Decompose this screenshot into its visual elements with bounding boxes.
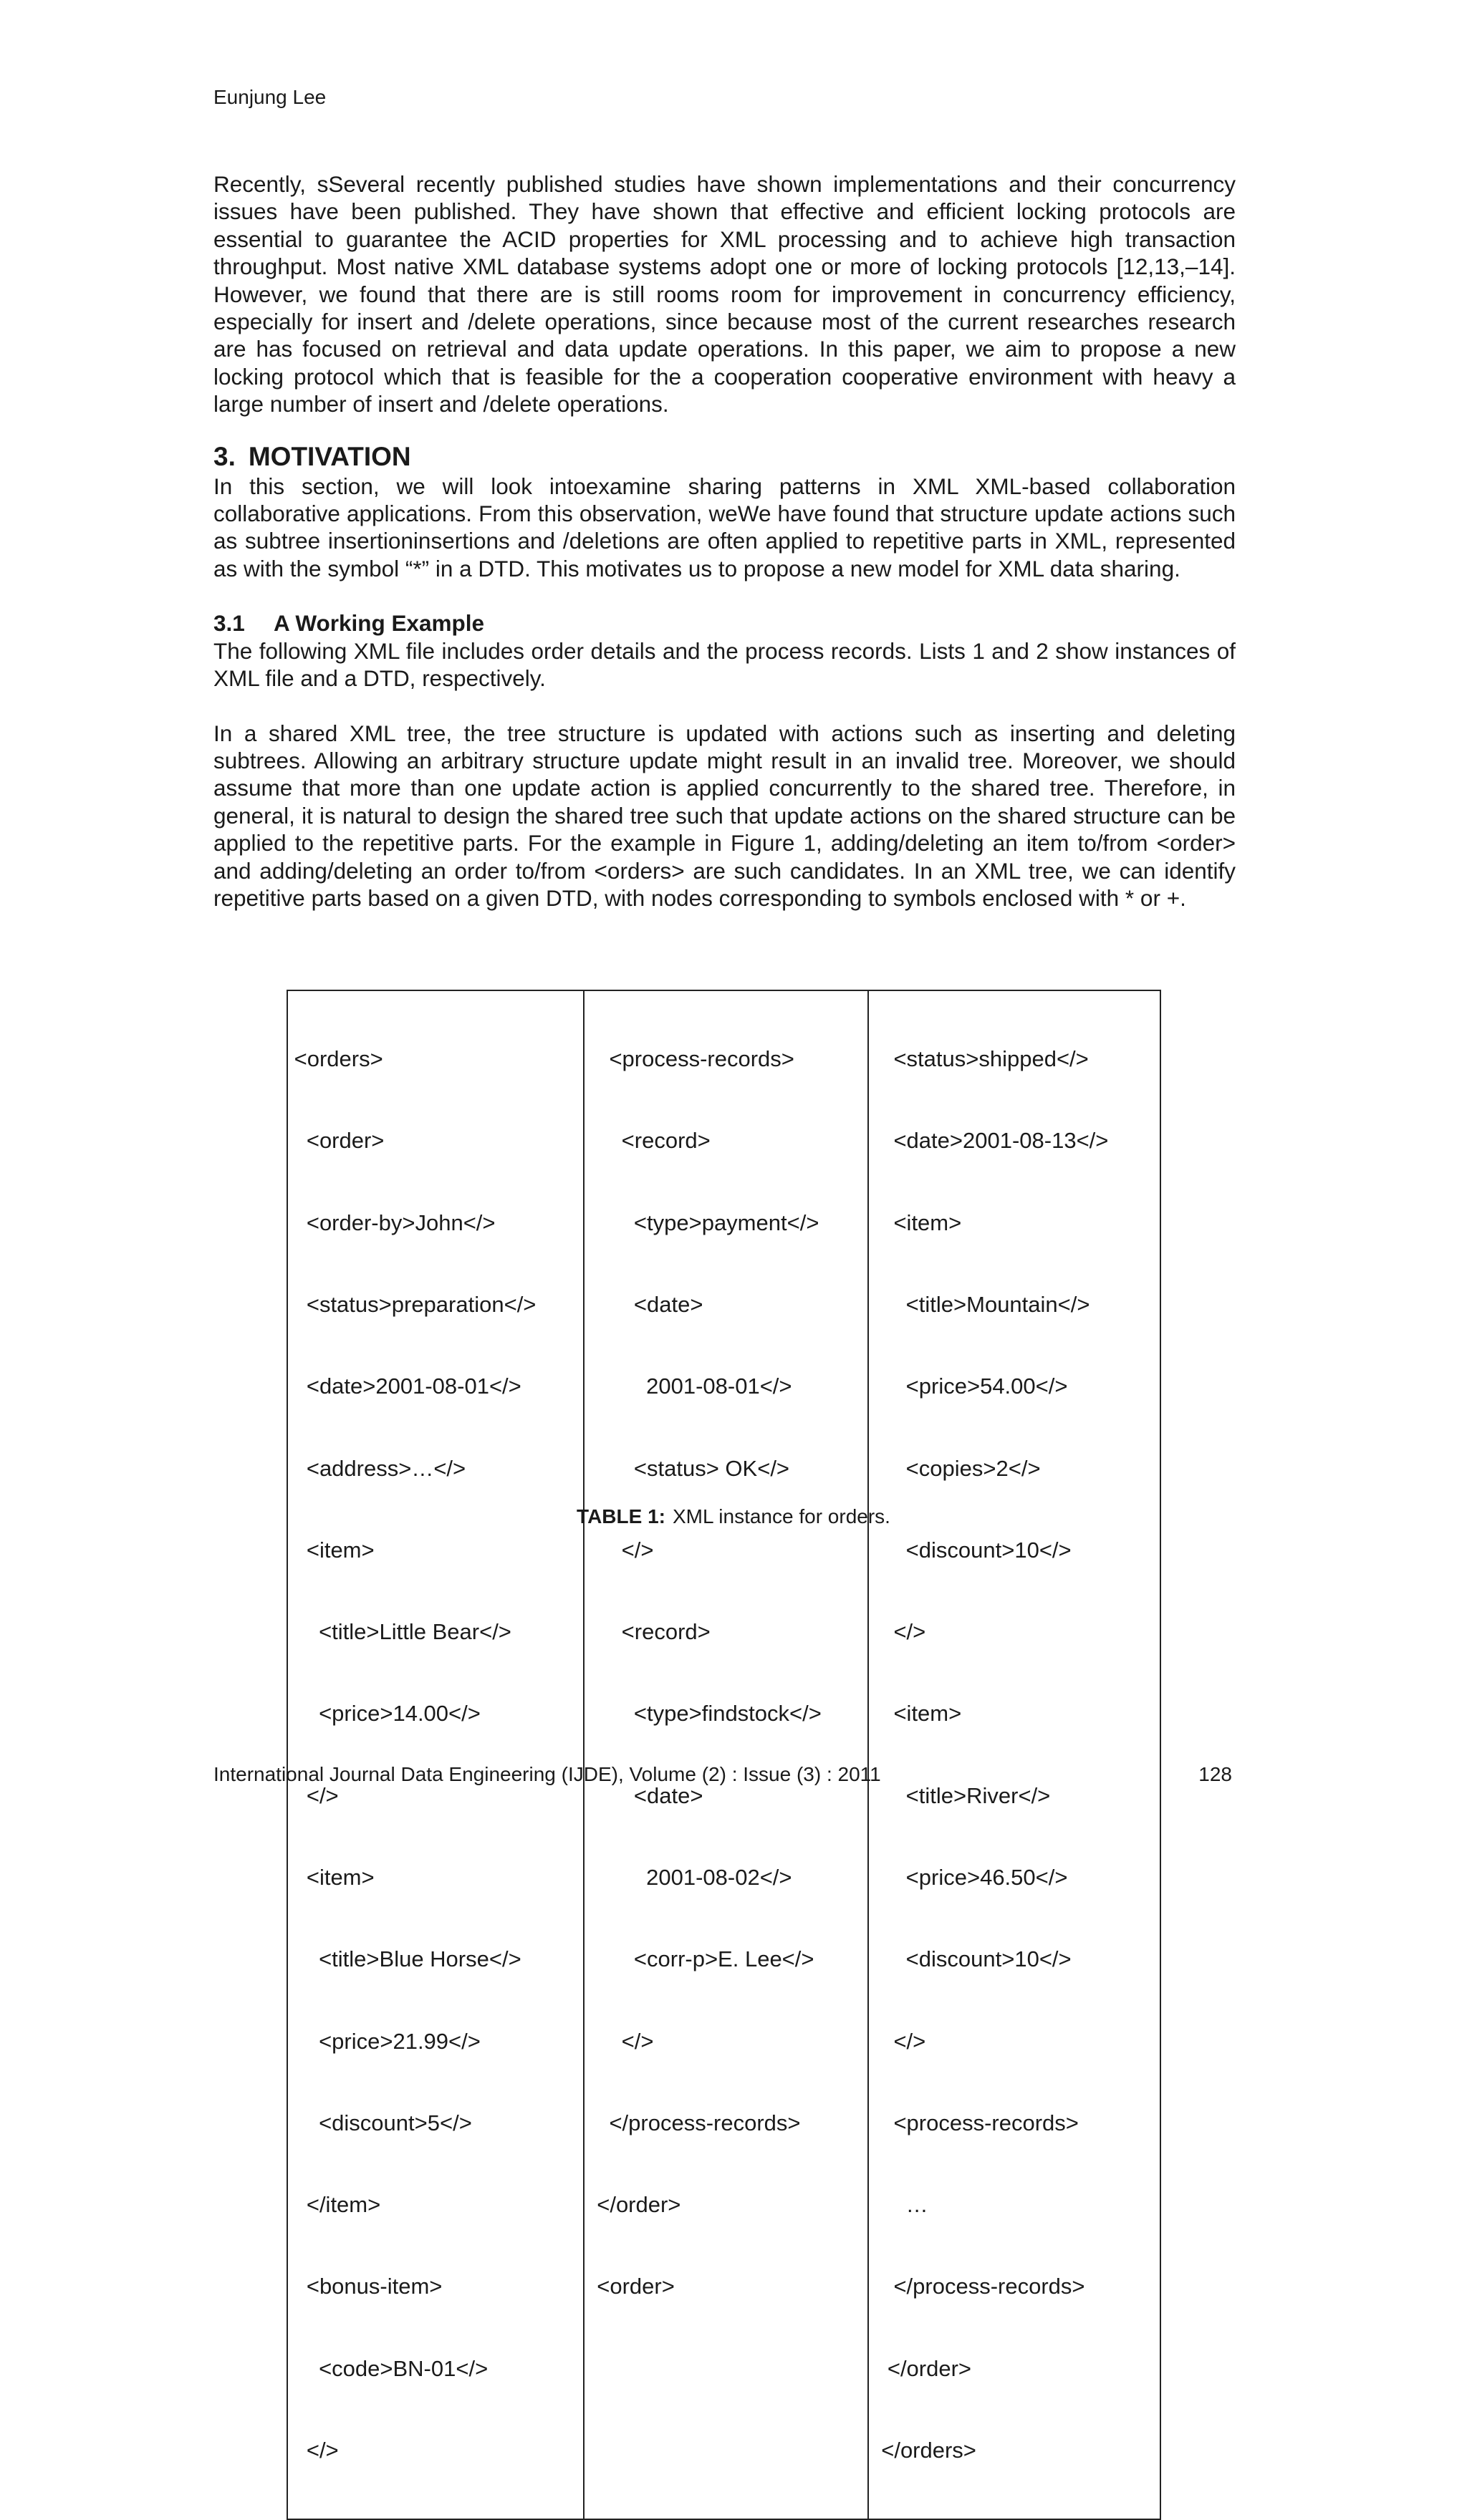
- subsection-title: A Working Example: [274, 610, 485, 637]
- code-line: </order>: [585, 2192, 681, 2218]
- xml-instance-table: [287, 990, 1161, 2520]
- code-line: <corr-p>E. Lee</>: [585, 1946, 814, 1972]
- footer-page-number: 128: [1198, 1763, 1232, 1785]
- code-line: <orders>: [288, 1046, 383, 1072]
- paragraph-intro: Recently, sSeveral recently published studies have shown implementations and their concurrency issues have been published. They have shown that effective and efficient locking protocols are essential to guarantee the ACID properties for XML processing and to achieve high transaction throughput. Most native XML database systems adopt one or more of locking protocols [12,13,–14]. However, we found that there are is still rooms room for improvement in concurrency efficiency, especially for insert and /delete operations, since because most of the current researches research are has focused on retrieval and data update operations. In this paper, we aim to propose a new locking protocol which that is feasible for the a cooperation cooperative environment with heavy a large number of insert and /delete operations.: [213, 171, 1236, 417]
- code-line: <order>: [288, 1128, 385, 1154]
- code-line: <title>Little Bear</>: [288, 1619, 511, 1645]
- code-line: <order>: [585, 2274, 675, 2299]
- code-line: </>: [869, 2028, 926, 2054]
- code-line: <item>: [288, 1537, 375, 1563]
- running-header-author: Eunjung Lee: [213, 86, 327, 108]
- code-line: <process-records>: [585, 1046, 794, 1072]
- paragraph-motivation: In this section, we will look intoexamine sharing patterns in XML XML-based collaboration collaborative applications. From this observation, weWe have found that structure update actions such as subtree insertioninsertions and /deletions are often applied to repetitive parts in XML, represented as with the symbol “*” in a DTD. This motivates us to propose a new model for XML data sharing.: [213, 473, 1236, 581]
- code-line: </>: [288, 1782, 339, 1808]
- code-line: <item>: [869, 1210, 962, 1235]
- code-line: <title>Mountain</>: [869, 1292, 1090, 1318]
- code-line: </item>: [288, 2192, 381, 2218]
- code-line: …: [869, 2192, 928, 2218]
- code-line: <price>46.50</>: [869, 1865, 1068, 1890]
- code-line: </>: [585, 2028, 654, 2054]
- code-line: </>: [585, 1537, 654, 1563]
- code-line: <code>BN-01</>: [288, 2355, 489, 2381]
- code-line: <record>: [585, 1619, 711, 1645]
- table-column-2: [584, 990, 868, 2519]
- code-line: <status>preparation</>: [288, 1292, 537, 1318]
- table-caption-text: XML instance for orders.: [672, 1505, 890, 1527]
- code-line: <record>: [585, 1128, 711, 1154]
- code-line: <title>River</>: [869, 1782, 1051, 1808]
- code-line: </>: [288, 2437, 339, 2463]
- code-line: <address>…</>: [288, 1455, 466, 1481]
- code-line: </process-records>: [585, 2110, 801, 2135]
- table-column-3: [868, 990, 1160, 2519]
- code-line: </process-records>: [869, 2274, 1085, 2299]
- code-line: <item>: [869, 1701, 962, 1727]
- code-line: 2001-08-02</>: [585, 1865, 792, 1890]
- code-line: <status> OK</>: [585, 1455, 790, 1481]
- code-line: <order-by>John</>: [288, 1210, 496, 1235]
- code-line: <discount>5</>: [288, 2110, 472, 2135]
- code-line: <price>21.99</>: [288, 2028, 481, 2054]
- footer-journal: International Journal Data Engineering (IJDE), Volume (2) : Issue (3) : 2011: [213, 1763, 881, 1785]
- code-line: <price>14.00</>: [288, 1701, 481, 1727]
- main-content: [213, 170, 1236, 912]
- code-line: <status>shipped</>: [869, 1046, 1089, 1072]
- code-line: <title>Blue Horse</>: [288, 1946, 521, 1972]
- code-line: <copies>2</>: [869, 1455, 1041, 1481]
- code-line: <item>: [288, 1865, 375, 1890]
- section-title: MOTIVATION: [248, 441, 411, 471]
- code-line: </>: [869, 1619, 926, 1645]
- code-line: </orders>: [869, 2437, 976, 2463]
- table-caption: [0, 1504, 1467, 1530]
- paragraph-example-1: The following XML file includes order details and the process records. Lists 1 and 2 show instances of XML file and a DTD, respectively.: [213, 637, 1236, 692]
- subsection-number: 3.1: [213, 610, 245, 637]
- code-line: <type>payment</>: [585, 1210, 819, 1235]
- code-line: <discount>10</>: [869, 1946, 1072, 1972]
- table-caption-label: TABLE 1:: [577, 1505, 665, 1527]
- code-line: <type>findstock</>: [585, 1701, 822, 1727]
- table-column-1: [287, 990, 584, 2519]
- code-line: <price>54.00</>: [869, 1374, 1068, 1399]
- code-line: </order>: [869, 2355, 972, 2381]
- paragraph-example-2: In a shared XML tree, the tree structure is updated with actions such as inserting and deleting subtrees. Allowing an arbitrary structure update might result in an invalid tree. Moreover, we should assume that more than one update action is applied concurrently to the shared tree. Therefore, in general, it is natural to design the shared tree such that update actions on the shared structure can be applied to the repetitive parts. For the example in Figure 1, adding/deleting an item to/from <order> and adding/deleting an order to/from <orders> are such candidates. In an XML tree, we can identify repetitive parts based on a given DTD, with nodes corresponding to symbols enclosed with * or +.: [213, 720, 1236, 911]
- code-line: <date>: [585, 1292, 703, 1318]
- code-line: 2001-08-01</>: [585, 1374, 792, 1399]
- code-line: <process-records>: [869, 2110, 1079, 2135]
- code-line: <discount>10</>: [869, 1537, 1072, 1563]
- code-line: <date>2001-08-01</>: [288, 1374, 521, 1399]
- subsection-heading-working-example: [213, 609, 1236, 637]
- code-line: <bonus-item>: [288, 2274, 443, 2299]
- section-number: 3.: [213, 441, 236, 471]
- code-line: <date>: [585, 1782, 703, 1808]
- section-heading-motivation: [213, 441, 1236, 473]
- code-line: <date>2001-08-13</>: [869, 1128, 1109, 1154]
